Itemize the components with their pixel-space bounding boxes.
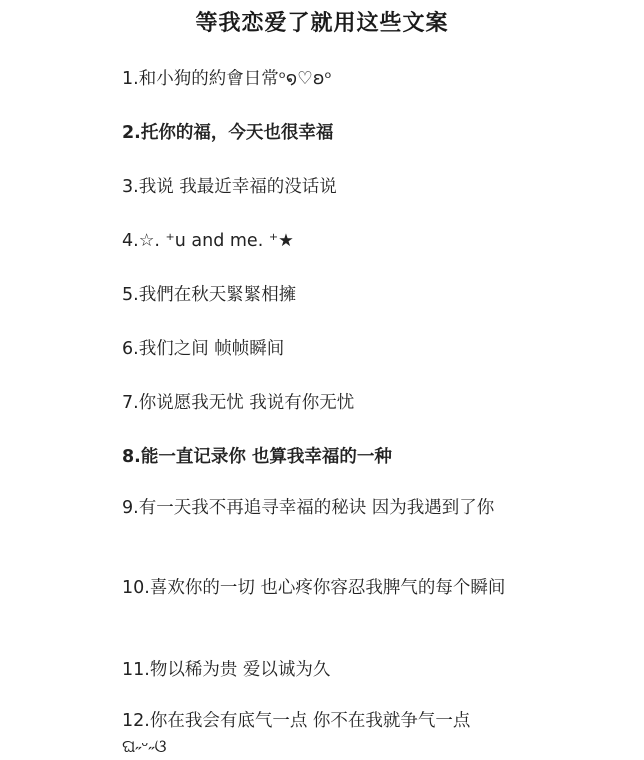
list-item: 3.我说 我最近幸福的没话说 bbox=[122, 177, 337, 197]
page-title: 等我恋爱了就用这些文案 bbox=[195, 11, 449, 36]
list-item: 12.你在我会有底气一点 你不在我就争气一点 ଘ˶ᵕ˶ଓ bbox=[122, 711, 476, 757]
list-item: 11.物以稀为贵 爱以诚为久 bbox=[122, 660, 331, 680]
list-item: 4.☆. ⁺u and me. ⁺★ bbox=[122, 231, 294, 251]
list-item: 10.喜欢你的一切 也心疼你容忍我脾气的每个瞬间 bbox=[122, 578, 506, 598]
list-item: 2.托你的福，今天也很幸福 bbox=[122, 123, 334, 143]
list-item: 1.和小狗的約會日常ᵒ໑♡ʚᵒ bbox=[122, 69, 332, 89]
list-item: 8.能一直记录你 也算我幸福的一种 bbox=[122, 447, 392, 467]
list-item: 5.我們在秋天緊緊相擁 bbox=[122, 285, 297, 305]
list-item: 9.有一天我不再追寻幸福的秘诀 因为我遇到了你 bbox=[122, 498, 495, 518]
list-item: 6.我们之间 帧帧瞬间 bbox=[122, 339, 285, 359]
list-item: 7.你说愿我无忧 我说有你无忧 bbox=[122, 393, 355, 413]
